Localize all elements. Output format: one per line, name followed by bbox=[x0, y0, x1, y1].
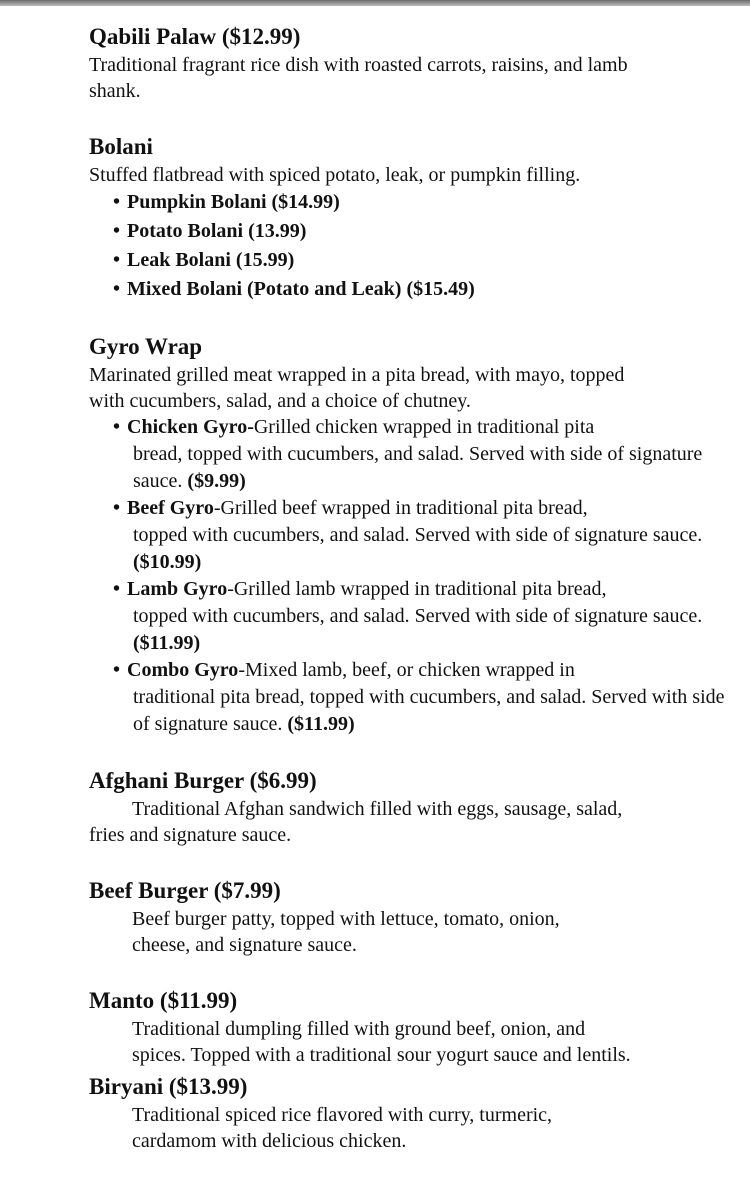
menu-item-beef-burger bbox=[89, 876, 729, 958]
item-title: Biryani ($13.99) bbox=[89, 1074, 248, 1099]
option-item: • Lamb Gyro-Grilled lamb wrapped in traditional pita bread, topped with cucumbers, and salad. Served with side of signature sauce. ($11.99) bbox=[113, 578, 703, 654]
menu-page bbox=[89, 22, 729, 1154]
option-item: • Leak Bolani (15.99) bbox=[113, 249, 295, 271]
option-item: • Pumpkin Bolani ($14.99) bbox=[113, 191, 340, 213]
item-description: Stuffed flatbread with spiced potato, leak, or pumpkin filling. bbox=[89, 164, 581, 186]
menu-item-manto bbox=[89, 986, 729, 1068]
top-edge-shadow bbox=[0, 0, 750, 6]
menu-item-gyro-wrap bbox=[89, 332, 729, 738]
menu-item-afghani-burger bbox=[89, 766, 729, 848]
item-description: Traditional spiced rice flavored with curry, turmeric, cardamom with delicious chicken. bbox=[132, 1104, 553, 1152]
item-description: Beef burger patty, topped with lettuce, tomato, onion, cheese, and signature sauce. bbox=[132, 908, 560, 956]
item-title: Bolani bbox=[89, 134, 153, 159]
gyro-options bbox=[89, 414, 729, 738]
option-item: • Chicken Gyro-Grilled chicken wrapped in traditional pita bread, topped with cucumbers, and salad. Served with side of signature sauce. ($9.99) bbox=[113, 416, 703, 492]
item-title: Beef Burger ($7.99) bbox=[89, 878, 281, 903]
bolani-options bbox=[89, 188, 729, 304]
option-item: • Potato Bolani (13.99) bbox=[113, 220, 307, 242]
option-item: • Mixed Bolani (Potato and Leak) ($15.49) bbox=[113, 278, 475, 300]
menu-item-biryani bbox=[89, 1072, 729, 1154]
item-title: Qabili Palaw ($12.99) bbox=[89, 24, 301, 49]
menu-item-qabili-palaw bbox=[89, 22, 729, 104]
item-title: Afghani Burger ($6.99) bbox=[89, 768, 317, 793]
item-title: Manto ($11.99) bbox=[89, 988, 238, 1013]
item-description: Traditional dumpling filled with ground beef, onion, and spices. Topped with a traditional sour yogurt sauce and lentils. bbox=[132, 1018, 631, 1066]
item-description: Marinated grilled meat wrapped in a pita bread, with mayo, topped with cucumbers, salad, and a choice of chutney. bbox=[89, 364, 625, 412]
menu-item-bolani bbox=[89, 132, 729, 304]
item-description: Traditional fragrant rice dish with roasted carrots, raisins, and lamb shank. bbox=[89, 54, 628, 102]
option-item: • Beef Gyro-Grilled beef wrapped in traditional pita bread, topped with cucumbers, and salad. Served with side of signature sauce. ($10.99) bbox=[113, 497, 703, 573]
item-title: Gyro Wrap bbox=[89, 334, 203, 359]
option-item: • Combo Gyro-Mixed lamb, beef, or chicken wrapped in traditional pita bread, topped with cucumbers, and salad. Served with side of signature sauce. ($11.99) bbox=[113, 659, 725, 735]
item-description: Traditional Afghan sandwich filled with eggs, sausage, salad, fries and signature sauce. bbox=[89, 798, 623, 846]
